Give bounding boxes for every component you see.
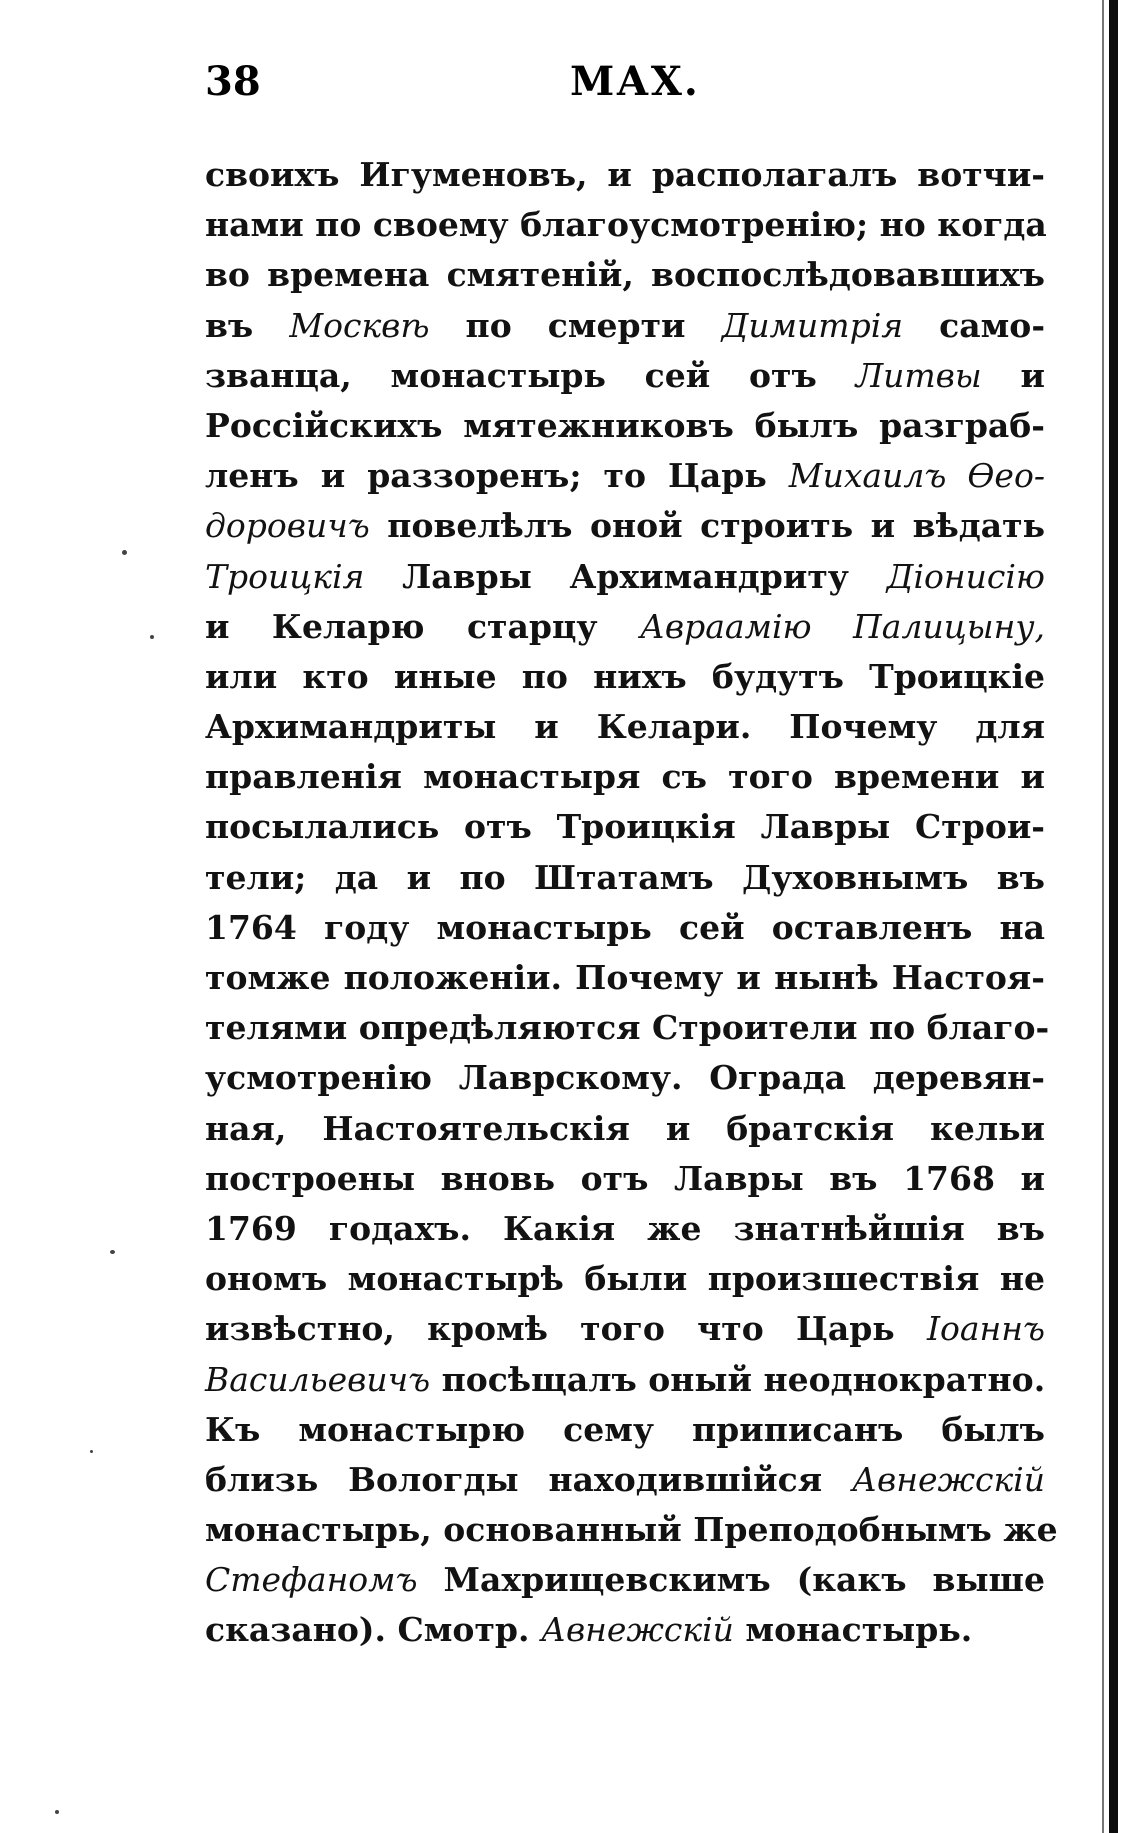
text-segment: Россійскихъ мятежниковъ былъ разграб- [205,405,1045,445]
text-segment: званца, монастырь сей отъ [205,355,856,395]
text-segment: 1769 годахъ. Какія же знатнѣйшія въ [205,1208,1045,1248]
text-segment: Къ монастырю сему приписанъ былъ [205,1409,1045,1449]
text-segment: по смерти [429,305,722,345]
italic-name: Васильевичъ [205,1359,431,1399]
text-segment: монастырь, основанный Преподобнымъ же [205,1510,1058,1550]
text-segment: правленія монастыря съ того времени и [205,757,1045,797]
text-line [205,1455,1045,1505]
text-segment: построены вновь отъ Лавры въ 1768 и [205,1158,1045,1198]
scan-speck [122,550,127,555]
text-line [205,150,1045,200]
italic-name: Діонисію [886,556,1045,596]
text-line [205,903,1045,953]
text-segment: во времена смятеній, воспослѣдовавшихъ [205,255,1045,295]
italic-name: доровичъ [205,506,370,546]
text-segment: томже положеніи. Почему и нынѣ Настоя- [205,958,1045,997]
page-edge-line [1109,0,1118,1833]
body-text [205,150,1058,1656]
text-line [205,853,1045,903]
text-line [205,1405,1045,1455]
scan-speck [55,1810,59,1814]
italic-name: Михаилъ Ѳео- [788,456,1045,496]
text-line [205,652,1045,702]
text-line [205,351,1045,401]
text-line [205,1254,1045,1304]
page-number: 38 [205,58,261,105]
text-segment: ная, Настоятельскія и братскія кельи [205,1108,1045,1148]
text-segment: монастырь. [733,1610,973,1650]
italic-name: Авнежскій [852,1459,1045,1499]
text-line [205,1154,1045,1204]
text-segment: усмотренію Лаврскому. Ограда деревян- [205,1058,1045,1098]
scan-speck [110,1250,115,1254]
text-segment: и [981,355,1045,395]
text-line [205,953,1045,1003]
text-line [205,401,1045,451]
text-line [205,301,1045,351]
text-line [205,451,1045,501]
text-segment: и Келарю старцу [205,606,640,646]
text-segment: Махрищевскимъ (какъ выше [417,1560,1045,1600]
italic-name: Іоаннъ [926,1309,1045,1349]
text-line [205,1505,1058,1555]
text-segment: посылались отъ Троицкія Лавры Строи- [205,807,1045,847]
text-segment: ономъ монастырѣ были произшествія не [205,1259,1045,1299]
text-line [205,1355,1045,1405]
text-segment: извѣстно, кромѣ того что Царь [205,1309,927,1349]
text-segment: близь Вологды находившійся [205,1459,853,1499]
text-segment: или кто иные по нихъ будутъ Троицкіе [205,656,1045,696]
italic-name: Троицкія [205,556,365,596]
text-line [205,702,1045,752]
running-head: МАХ. [570,58,700,105]
page-header [205,58,1045,118]
italic-name: Стефаномъ [205,1560,418,1600]
text-line [205,1104,1045,1154]
text-line [205,1053,1045,1103]
text-segment: само- [903,305,1046,345]
italic-name: Москвѣ [289,305,430,345]
text-line [205,250,1045,300]
italic-name: Димитрія [721,305,904,345]
text-segment: нами по своему благоусмотренію; но когда [205,205,1047,245]
page-edge-shadow [1102,0,1104,1833]
text-segment: посѣщалъ оный неоднократно. [430,1359,1046,1399]
italic-name: Авнежскій [540,1610,734,1650]
text-segment: Архимандриты и Келари. Почему для [205,707,1045,747]
text-line [205,602,1045,652]
text-line [205,501,1045,551]
text-segment: Лавры Архимандриту [364,556,887,596]
text-segment: въ [205,305,290,345]
text-segment: ленъ и раззоренъ; то Царь [205,456,789,496]
text-line [205,802,1045,852]
text-segment: повелѣлъ оной строить и вѣдать [369,506,1045,546]
scan-speck [150,635,154,639]
text-line [205,752,1045,802]
text-line [205,1204,1045,1254]
text-segment: телями опредѣляются Строители по благо- [205,1008,1050,1048]
italic-name: Авраамію Палицыну, [639,606,1045,646]
text-line [205,1605,1045,1655]
scan-speck [90,1450,93,1453]
text-line [205,1304,1045,1354]
text-segment: тели; да и по Штатамъ Духовнымъ въ [205,857,1045,897]
text-segment: сказано). Смотр. [205,1610,541,1650]
italic-name: Литвы [855,355,982,395]
text-line [205,1555,1045,1605]
text-segment: 1764 году монастырь сей оставленъ на [205,907,1045,947]
text-segment: своихъ Игуменовъ, и располагалъ вотчи- [205,155,1045,194]
text-line [205,1003,1050,1053]
text-line [205,200,1045,250]
text-line [205,552,1045,602]
